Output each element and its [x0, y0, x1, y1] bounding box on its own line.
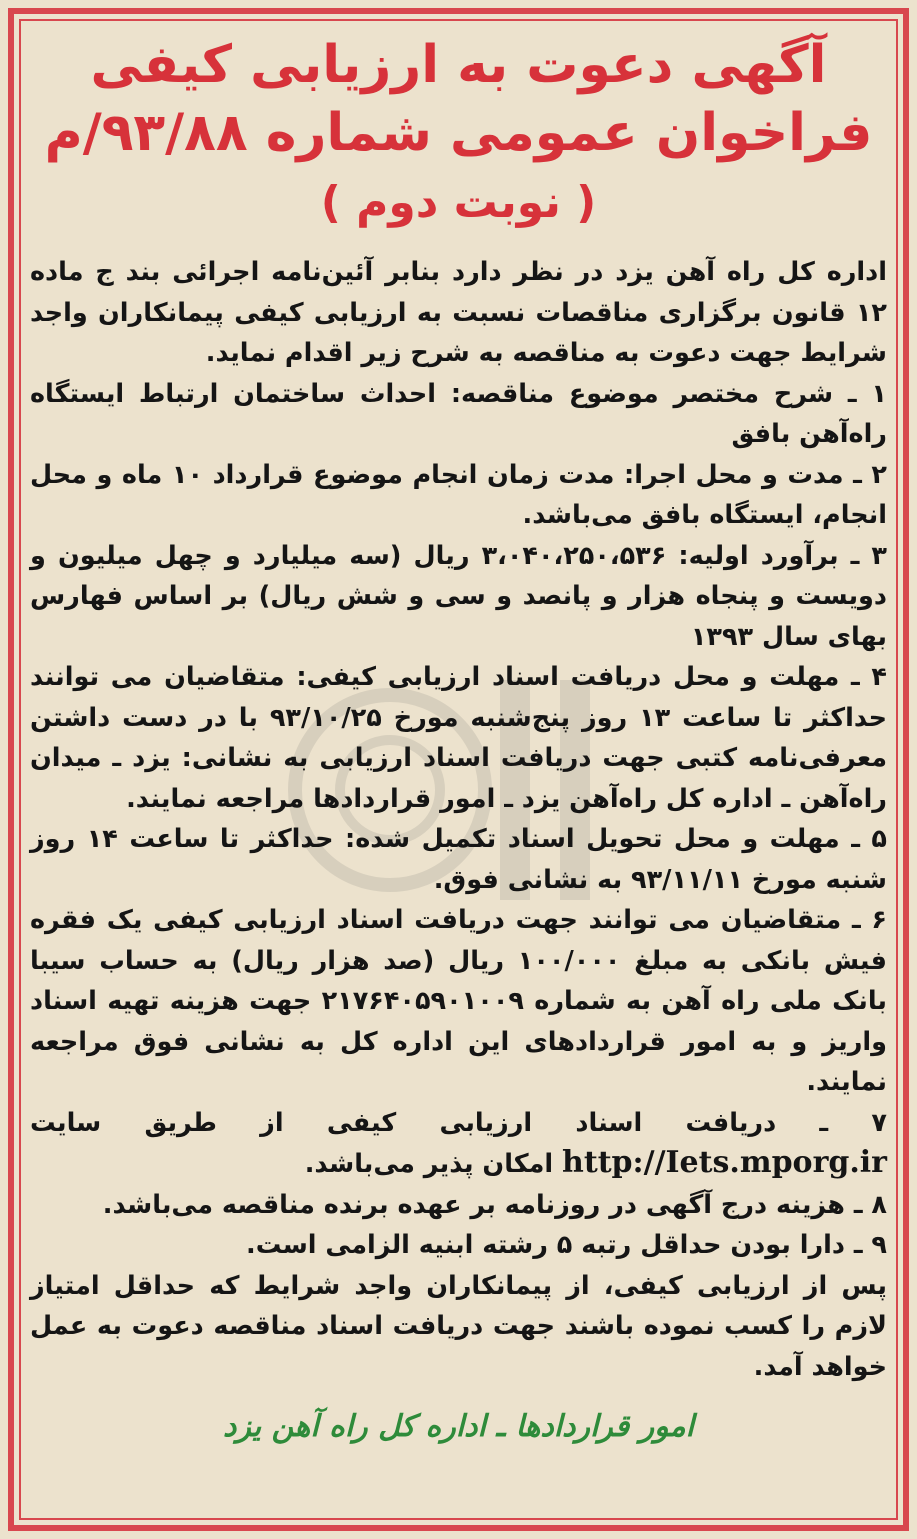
item-5: ۵ ـ مهلت و محل تحویل اسناد تکمیل شده: حداکثر تا ساعت ۱۴ روز شنبه مورخ ۹۳/۱۱/۱۱ به نشانی فوق. [30, 824, 887, 895]
item-7-prefix: ۷ ـ دریافت اسناد ارزیابی کیفی از طریق سایت [30, 1107, 887, 1138]
item-9: ۹ ـ دارا بودن حداقل رتبه ۵ رشته ابنیه الزامی است. [246, 1230, 887, 1261]
notice-title: آگهی دعوت به ارزیابی کیفی [90, 35, 827, 95]
intro-paragraph: اداره کل راه آهن یزد در نظر دارد بنابر آئین‌نامه اجرائی بند ج ماده ۱۲ قانون برگزاری مناقصات نسبت به ارزیابی کیفی پیمانکاران واجد شرایط جهت دعوت به مناقصه به شرح زیر اقدام نماید. [30, 257, 887, 369]
item-1: ۱ ـ شرح مختصر موضوع مناقصه: احداث ساختمان ارتباط ایستگاه راه‌آهن بافق [30, 378, 887, 450]
notice-round: ( نوبت دوم ) [320, 176, 597, 228]
notice-body [30, 252, 887, 1387]
item-4: ۴ ـ مهلت و محل دریافت اسناد ارزیابی کیفی: متقاضیان می توانند حداکثر تا ساعت ۱۳ روز پنج‌شنبه مورخ ۹۳/۱۰/۲۵ با در دست داشتن معرفی‌نامه کتبی جهت دریافت اسناد ارزیابی به نشانی: یزد ـ میدان راه‌آهن ـ اداره کل راه‌آهن یزد ـ امور قراردادها مراجعه نمایند. [30, 662, 887, 814]
closing-paragraph: پس از ارزیابی کیفی، از پیمانکاران واجد شرایط که حداقل امتیاز لازم را کسب نموده باشند جهت دریافت اسناد مناقصه دعوت به عمل خواهد آمد. [30, 1270, 887, 1382]
item-6: ۶ ـ متقاضیان می توانند جهت دریافت اسناد ارزیابی کیفی یک فقره فیش بانکی به مبلغ ۱۰۰/۰۰۰ ریال (صد هزار ریال) به حساب سیبا بانک ملی راه آهن به شماره ۲۱۷۶۴۰۵۹۰۱۰۰۹ جهت هزینه تهیه اسناد واریز و به امور قراردادهای این اداره کل به نشانی فوق مراجعه نمایند. [30, 905, 887, 1098]
item-7 [30, 1103, 887, 1185]
item-7-suffix: امکان پذیر می‌باشد. [304, 1149, 554, 1180]
item-8: ۸ ـ هزینه درج آگهی در روزنامه بر عهده برنده مناقصه می‌باشد. [102, 1189, 887, 1220]
notice-subtitle: فراخوان عمومی شماره ۹۳/۸۸/م [44, 102, 873, 163]
notice-signature: امور قراردادها ـ اداره کل راه آهن یزد [222, 1409, 695, 1445]
item-3: ۳ ـ برآورد اولیه: ۳،۰۴۰،۲۵۰،۵۳۶ ریال (سه میلیارد و چهل میلیون و دویست و پنجاه هزار و پانصد و سی و شش ریال) بر اساس فهارس بهای سال ۱۳۹۳ [30, 540, 887, 652]
notice-content [30, 36, 887, 1509]
item-2: ۲ ـ مدت و محل اجرا: مدت زمان انجام موضوع قرارداد ۱۰ ماه و محل انجام، ایستگاه بافق می‌باشد. [30, 459, 887, 531]
website-link[interactable]: http://Iets.mporg.ir [562, 1145, 887, 1181]
